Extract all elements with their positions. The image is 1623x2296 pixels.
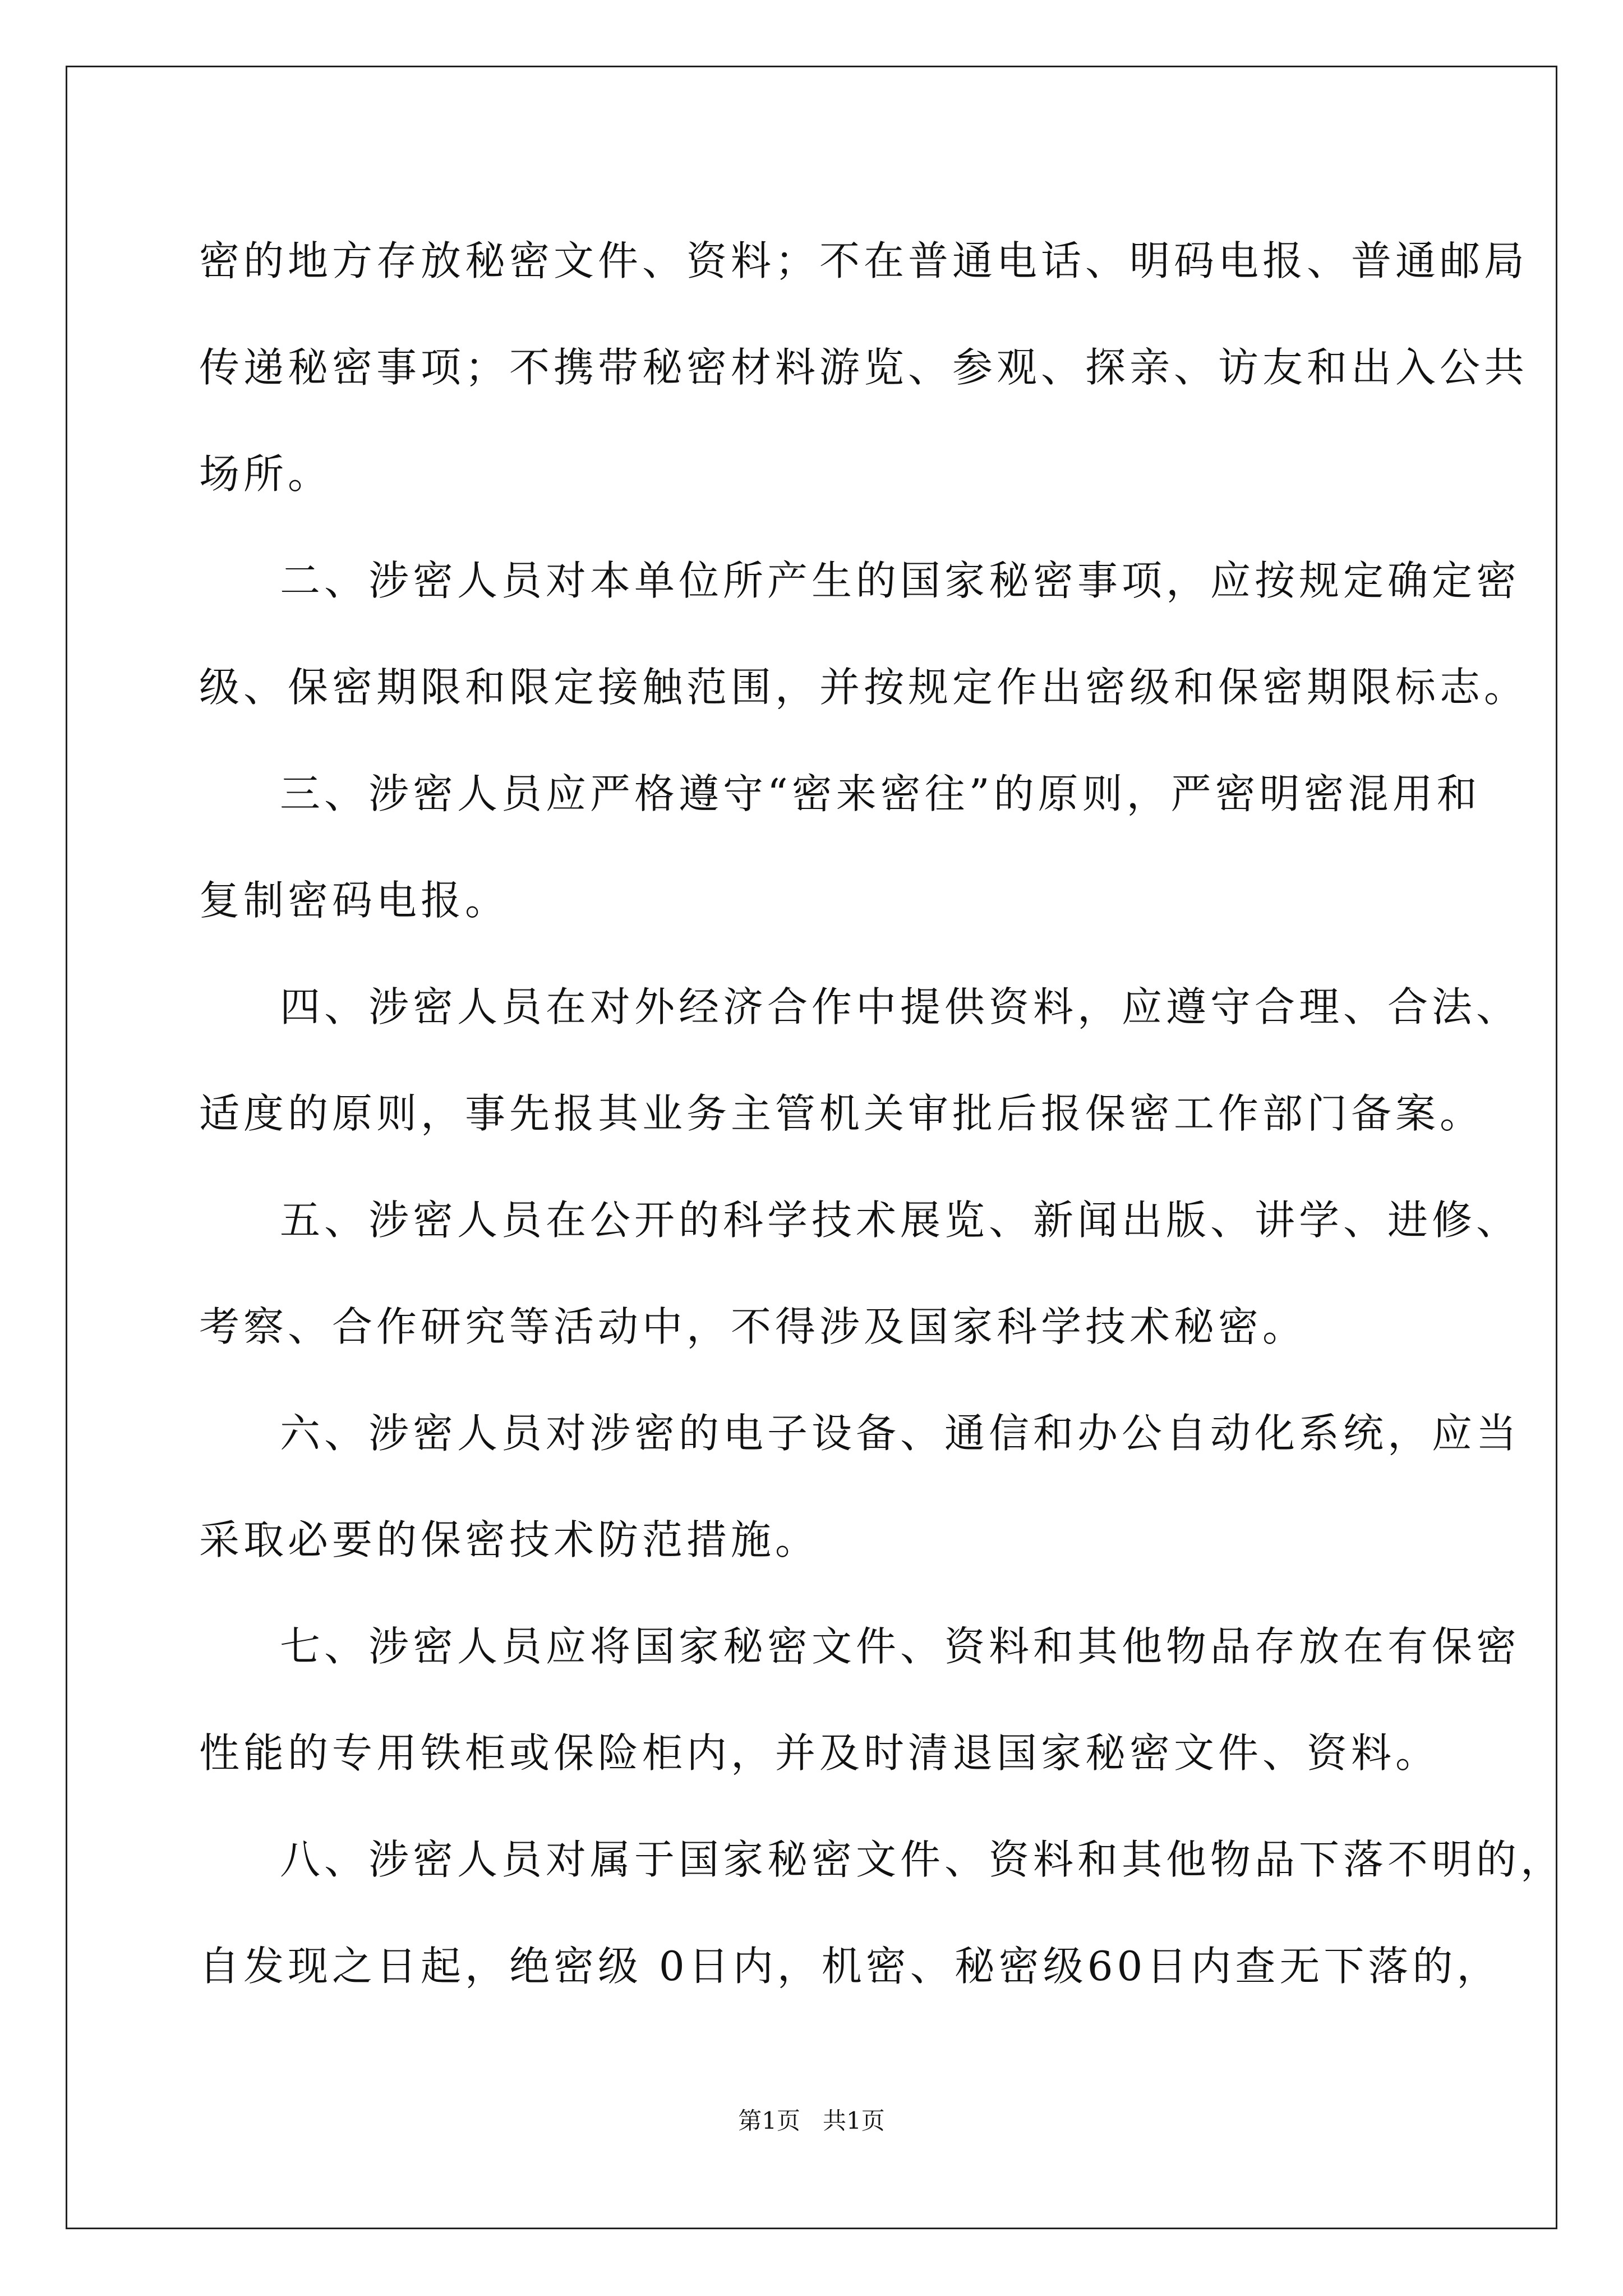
paragraph-2-line-1: 二、涉密人员对本单位所产生的国家秘密事项，应按规定确定密 <box>280 557 1521 604</box>
paragraph-5-line-1: 五、涉密人员在公开的科学技术展览、新闻出版、讲学、进修、 <box>280 1197 1521 1244</box>
text-line: 自发现之日起，绝密级 0日内，机密、秘密级60日内查无下落的， <box>199 1943 1501 1990</box>
text-line: 复制密码电报。 <box>199 877 510 924</box>
text-line: 密的地方存放秘密文件、资料；不在普通电话、明码电报、普通邮局 <box>199 237 1529 284</box>
text-line: 性能的专用铁柜或保险柜内，并及时清退国家秘密文件、资料。 <box>199 1729 1440 1777</box>
document-body <box>199 208 1565 2019</box>
text-line: 级、保密期限和限定接触范围，并按规定作出密级和保密期限标志。 <box>199 664 1529 711</box>
text-line: 适度的原则，事先报其业务主管机关审批后报保密工作部门备案。 <box>199 1090 1484 1137</box>
text-line: 采取必要的保密技术防范措施。 <box>199 1516 820 1563</box>
text-line: 传递秘密事项；不携带秘密材料游览、参观、探亲、访友和出入公共 <box>199 344 1529 391</box>
paragraph-8-line-1: 八、涉密人员对属于国家秘密文件、资料和其他物品下落不明的， <box>280 1836 1565 1883</box>
text-line: 考察、合作研究等活动中，不得涉及国家科学技术秘密。 <box>199 1303 1307 1350</box>
paragraph-3-line-1: 三、涉密人员应严格遵守“密来密往”的原则，严密明密混用和 <box>280 770 1481 817</box>
text-line: 场所。 <box>199 450 333 498</box>
paragraph-7-line-1: 七、涉密人员应将国家秘密文件、资料和其他物品存放在有保密 <box>280 1623 1521 1670</box>
page-number-footer: 第1页 共1页 <box>738 2107 885 2134</box>
paragraph-4-line-1: 四、涉密人员在对外经济合作中提供资料，应遵守合理、合法、 <box>280 983 1521 1030</box>
paragraph-6-line-1: 六、涉密人员对涉密的电子设备、通信和办公自动化系统，应当 <box>280 1410 1521 1457</box>
